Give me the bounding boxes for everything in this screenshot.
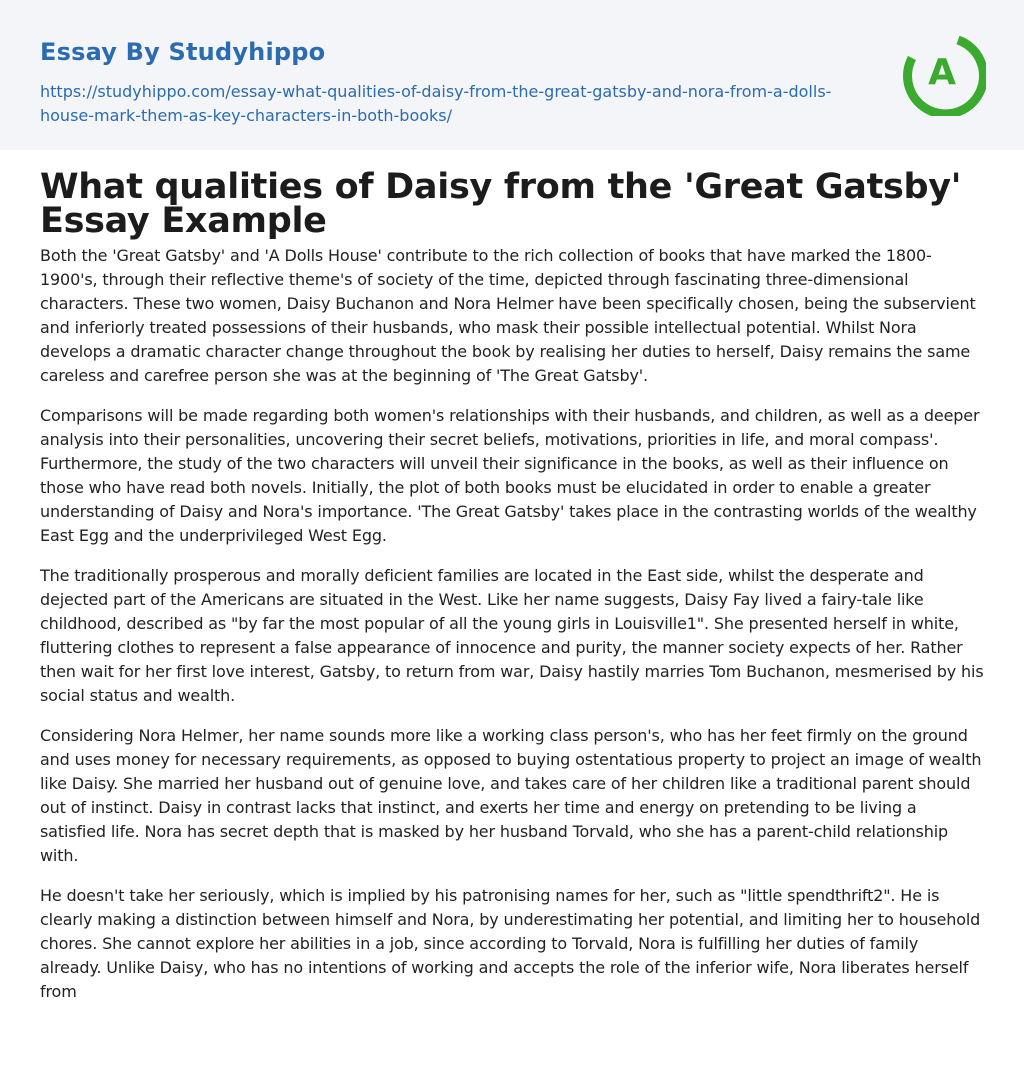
site-header xyxy=(0,0,1024,150)
paragraph: Both the 'Great Gatsby' and 'A Dolls House' contribute to the rich collection of books that have marked the 1800-1900's, through their reflective theme's of society of the time, depicted through fascinating three-dimensional characters. These two women, Daisy Buchanon and Nora Helmer have been specifically chosen, being the subservient and inferiorly treated possessions of their husbands, who mask their possible intellectual potential. Whilst Nora develops a dramatic character change throughout the book by realising her duties to herself, Daisy remains the same careless and carefree person she was at the beginning of 'The Great Gatsby'. xyxy=(40,246,976,385)
paragraph: The traditionally prosperous and morally deficient families are located in the East side, whilst the desperate and dejected part of the Americans are situated in the West. Like her name suggests, Daisy Fay lived a fairy-tale like childhood, described as "by far the most popular of all the young girls in Louisville1". She presented herself in white, fluttering clothes to represent a false appearance of innocence and purity, the manner society expects of her. Rather then wait for her first love interest, Gatsby, to return from war, Daisy hastily marries Tom Buchanon, mesmerised by his social status and wealth. xyxy=(40,566,984,705)
article xyxy=(0,150,1024,1004)
source-url-link[interactable]: https://studyhippo.com/essay-what-qualities-of-daisy-from-the-great-gatsby-and-nora-from-a-dolls-house-mark-them-as-key-characters-in-both-books/ xyxy=(40,82,832,125)
paragraph: He doesn't take her seriously, which is implied by his patronising names for her, such as "little spendthrift2". He is clearly making a distinction between himself and Nora, by underestimating her potential, and limiting her to household chores. She cannot explore her abilities in a job, since according to Torvald, Nora is fulfilling her duties of family already. Unlike Daisy, who has no intentions of working and accepts the role of the inferior wife, Nora liberates herself from xyxy=(40,886,981,1001)
paragraph: Comparisons will be made regarding both women's relationships with their husbands, and children, as well as a deeper analysis into their personalities, uncovering their secret beliefs, motivations, priorities in life, and moral compass'. Furthermore, the study of the two characters will unveil their significance in the books, as well as their influence on those who have read both novels. Initially, the plot of both books must be elucidated in order to enable a greater understanding of Daisy and Nora's importance. 'The Great Gatsby' takes place in the contrasting worlds of the wealthy East Egg and the underprivileged West Egg. xyxy=(40,406,980,545)
page-title: What qualities of Daisy from the 'Great Gatsby' Essay Example xyxy=(40,167,962,241)
logo-letter: A xyxy=(928,52,956,93)
brand-title[interactable]: Essay By Studyhippo xyxy=(40,38,326,66)
paragraph: Considering Nora Helmer, her name sounds more like a working class person's, who has her feet firmly on the ground and uses money for necessary requirements, as opposed to buying ostentatious property to project an image of wealth like Daisy. She married her husband out of genuine love, and takes care of her children like a traditional parent should out of instinct. Daisy in contrast lacks that instinct, and exerts her time and energy on pretending to be living a satisfied life. Nora has secret depth that is masked by her husband Torvald, who she has a parent-child relationship with. xyxy=(40,726,982,865)
studyhippo-logo-icon[interactable] xyxy=(898,28,986,116)
